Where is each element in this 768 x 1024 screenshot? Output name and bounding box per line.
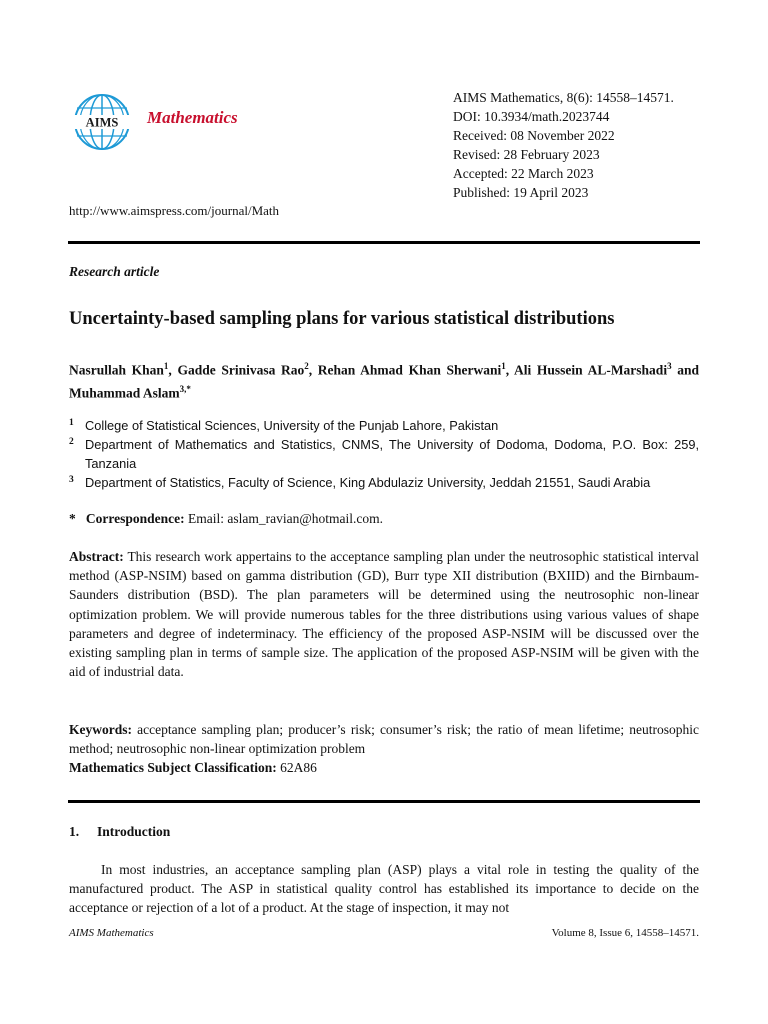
correspondence-label: Correspondence:: [85, 511, 185, 526]
received-line: Received: 08 November 2022: [453, 128, 615, 143]
affiliation-text: Department of Statistics, Faculty of Science, King Abdulaziz University, Jeddah 21551, Saudi Arabia: [85, 475, 651, 490]
author-name: Rehan Ahmad Khan Sherwani: [317, 362, 502, 378]
paper-title: Uncertainty-based sampling plans for various statistical distributions: [69, 309, 615, 329]
svg-text:AIMS: AIMS: [85, 115, 119, 130]
author-affiliation-mark: 1: [501, 361, 506, 371]
author-separator: ,: [308, 362, 318, 378]
logo-wordmark: Mathematics: [147, 108, 238, 127]
author-list: [69, 357, 699, 402]
keywords: [69, 720, 699, 758]
affiliation-item: [69, 473, 699, 492]
author-separator: and: [671, 362, 699, 378]
globe-icon: [72, 92, 132, 152]
correspondence-email[interactable]: Email: aslam_ravian@hotmail.com.: [188, 511, 384, 526]
article-type: Research article: [69, 264, 160, 279]
section-number: 1.: [69, 824, 80, 839]
citation-line: AIMS Mathematics, 8(6): 14558–14571.: [453, 90, 674, 105]
abstract-divider: [68, 800, 700, 803]
intro-paragraph: In most industries, an acceptance sampling plan (ASP) plays a vital role in testing the quality of the manufactured product. The ASP in statistical quality control has established its importance to decide on the acceptance or rejection of a lot of a product. At the stage of inspection, it may not: [69, 862, 699, 916]
author-name: Nasrullah Khan: [69, 362, 164, 378]
footer-volume: Volume 8, Issue 6, 14558–14571.: [551, 927, 699, 939]
correspondence-star: *: [69, 511, 76, 526]
article-metadata: [453, 88, 674, 202]
affiliation-text: Department of Mathematics and Statistics, CNMS, The University of Dodoma, Dodoma, P.O. Box: 259, Tanzania: [85, 437, 699, 471]
revised-line: Revised: 28 February 2023: [453, 147, 600, 162]
abstract: [69, 547, 699, 681]
accepted-line: Accepted: 22 March 2023: [453, 166, 594, 181]
published-line: Published: 19 April 2023: [453, 185, 589, 200]
affiliation-number: 1: [69, 418, 74, 428]
msc: [69, 758, 699, 777]
author-separator: ,: [505, 362, 515, 378]
affiliation-number: 2: [69, 437, 74, 447]
affiliation-item: [69, 435, 699, 473]
msc-code: 62A86: [280, 760, 317, 775]
author-separator: ,: [168, 362, 178, 378]
journal-logo: [72, 92, 252, 152]
author-affiliation-mark: 1: [163, 361, 169, 371]
affiliation-text: College of Statistical Sciences, University of the Punjab Lahore, Pakistan: [85, 418, 499, 433]
author-affiliation-mark: 3: [667, 361, 672, 371]
correspondence: [69, 511, 383, 527]
author-affiliation-mark: 3,*: [179, 383, 191, 394]
section-title: Introduction: [97, 824, 171, 839]
keywords-label: Keywords:: [69, 722, 132, 737]
msc-label: Mathematics Subject Classification:: [69, 760, 277, 775]
keywords-text: acceptance sampling plan; producer’s risk; consumer’s risk; the ratio of mean lifetime; neutrosophic method; neutrosophic non-linear optimization problem: [69, 722, 700, 757]
author-name: Ali Hussein AL-Marshadi: [514, 362, 668, 378]
author-name: Muhammad Aslam: [69, 385, 180, 400]
author-affiliation-mark: 2: [304, 361, 309, 371]
footer-journal: AIMS Mathematics: [69, 927, 154, 939]
abstract-label: Abstract:: [69, 549, 124, 564]
section-heading: [69, 824, 170, 840]
affiliation-item: [69, 416, 699, 435]
journal-url-link[interactable]: http://www.aimspress.com/journal/Math: [69, 203, 280, 218]
abstract-text: This research work appertains to the acceptance sampling plan under the neutrosophic statistical interval method (ASP-NSIM) based on gamma distribution (GD), Burr type XII distribution (BXIID) and the Birnbaum-Saunders distribution (BSD). The plan parameters will be determined using the neutrosophic non-linear optimization problem. We will provide numerous tables for the three distributions using various values of shape parameters and degree of indeterminacy. The efficiency of the proposed ASP-NSIM will be discussed over the existing sampling plan in terms of sample size. The application of the proposed ASP-NSIM will be given with the aid of industrial data.: [69, 549, 699, 680]
affiliation-number: 3: [69, 475, 74, 485]
doi-line[interactable]: DOI: 10.3934/math.2023744: [453, 109, 610, 124]
header-divider: [68, 241, 700, 244]
author-name: Gadde Srinivasa Rao: [177, 362, 305, 378]
